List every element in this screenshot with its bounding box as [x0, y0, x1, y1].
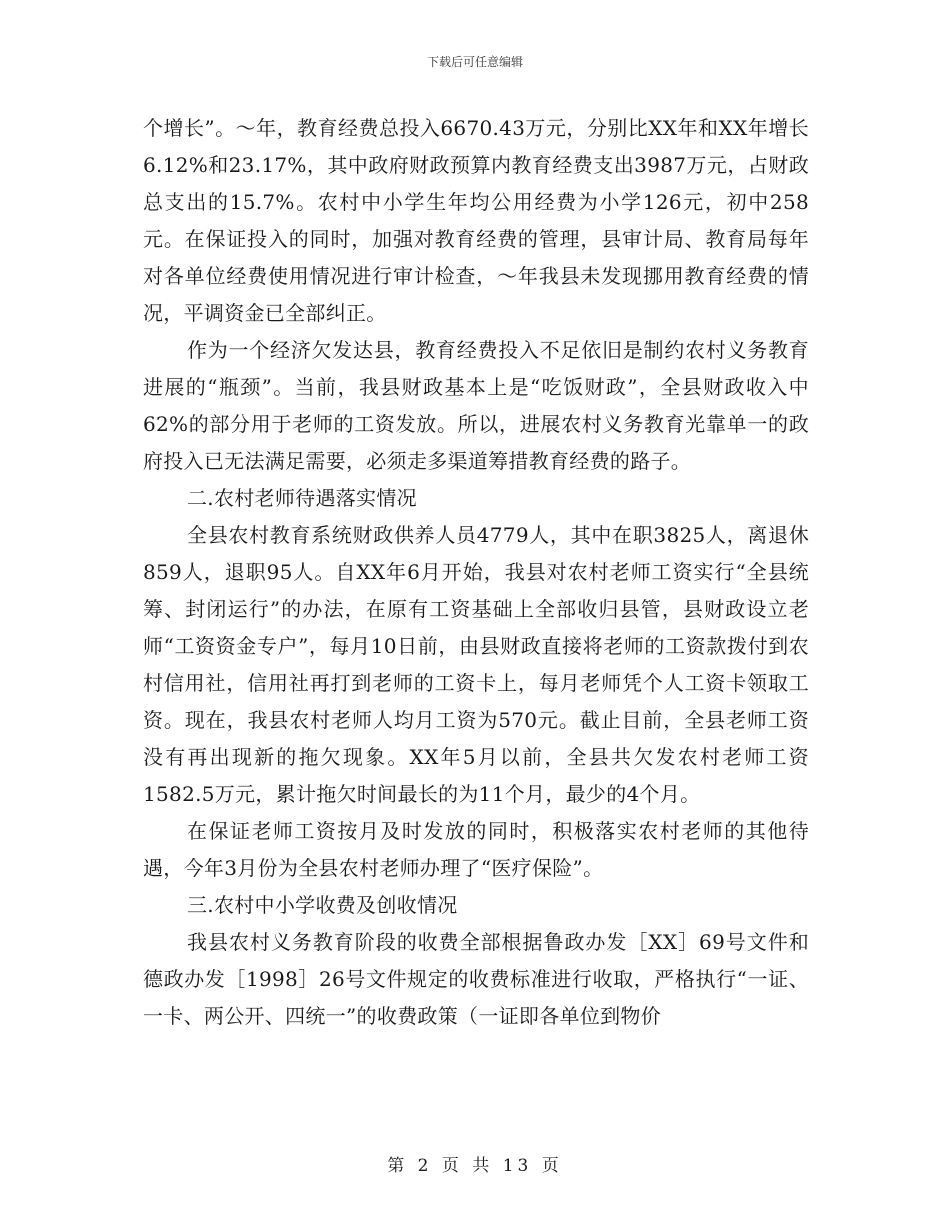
page-header: 下载后可任意编辑 [426, 55, 523, 69]
paragraph: 在保证老师工资按月及时发放的同时，积极落实农村老师的其他待遇，今年3月份为全县农村老师办理了“医疗保险”。 [143, 819, 809, 880]
paragraph: 我县农村义务教育阶段的收费全部根据鲁政办发［XX］69号文件和德政办发［1998］26号文件规定的收费标准进行收取，严格执行“一证、一卡、两公开、四统一”的收费政策（一证即各单位到物价 [143, 930, 809, 1028]
paragraph: 个增长”。～年，教育经费总投入6670.43万元，分别比XX年和XX年增长6.12%和23.17%，其中政府财政预算内教育经费支出3987万元，占财政总支出的15.7%。农村中小学生年均公用经费为小学126元，初中258元。在保证投入的同时，加强对教育经费的管理，县审计局、教育局每年对各单位经费使用情况进行审计检查，～年我县未发现挪用教育经费的情况，平调资金已全部纠正。 [143, 116, 809, 325]
document-body [143, 110, 809, 1035]
paragraph: 全县农村教育系统财政供养人员4779人，其中在职3825人，离退休859人，退职95人。自XX年6月开始，我县对农村老师工资实行“全县统筹、封闭运行”的办法，在原有工资基础上全部收归县管，县财政设立老师“工资资金专户”，每月10日前，由县财政直接将老师的工资款拨付到农村信用社，信用社再打到老师的工资卡上，每月老师凭个人工资卡领取工资。现在，我县农村老师人均月工资为570元。截止目前，全县老师工资没有再出现新的拖欠现象。XX年5月以前，全县共欠发农村老师工资1582.5万元，累计拖欠时间最长的为11个月，最少的4个月。 [143, 523, 809, 806]
paragraph: 作为一个经济欠发达县，教育经费投入不足依旧是制约农村义务教育进展的“瓶颈”。当前，我县财政基本上是“吃饭财政”，全县财政收入中62%的部分用于老师的工资发放。所以，进展农村义务教育光靠单一的政府投入已无法满足需要，必须走多渠道筹措教育经费的路子。 [143, 338, 809, 473]
page-number: 第 2 页 共 13 页 [387, 1156, 563, 1176]
section-heading: 二.农村老师待遇落实情况 [187, 486, 417, 510]
section-heading: 三.农村中小学收费及创收情况 [187, 893, 458, 917]
